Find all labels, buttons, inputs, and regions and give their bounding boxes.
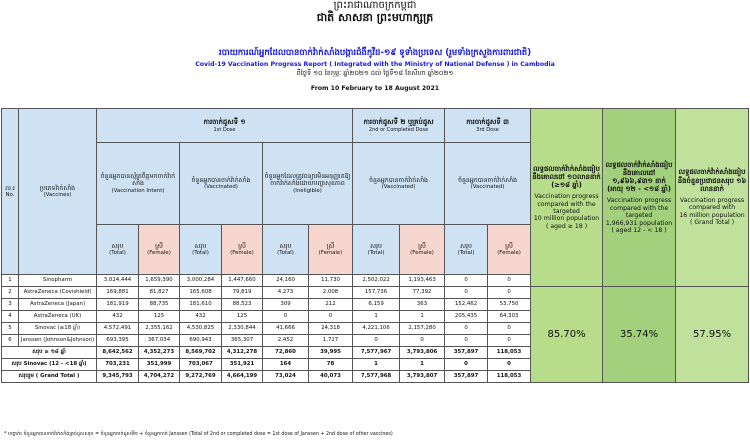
dose3-header: ការចាក់ដូសទី ៣ 3rd Dose — [445, 109, 531, 143]
cell: 1,727 — [309, 335, 353, 347]
total-subheader: សរុប (Total) — [180, 225, 222, 275]
cell: 309 — [263, 299, 309, 311]
progress-18plus-value: 85.70% — [531, 287, 603, 383]
dose2-vaccinated-header: ចំនួនអ្នកបានចាក់វ៉ាក់សាំង (Vaccinated) — [353, 143, 445, 225]
cell: 152,462 — [445, 299, 488, 311]
cell: 357,897 — [445, 347, 488, 359]
table-row-1-no: 1 — [2, 275, 19, 287]
cell: 3,000,284 — [180, 275, 222, 287]
cell: 6,159 — [353, 299, 400, 311]
cell: 2,452 — [263, 335, 309, 347]
report-header — [0, 0, 750, 93]
cell: 367,034 — [139, 335, 180, 347]
cell: 693,395 — [97, 335, 139, 347]
report-date-en: From 10 February to 18 August 2021 — [310, 85, 440, 92]
cell: 88,523 — [222, 299, 263, 311]
cell: 9,345,793 — [97, 371, 139, 383]
cell: 11,730 — [309, 275, 353, 287]
cell: 8,642,562 — [97, 347, 139, 359]
cell: 41,666 — [263, 323, 309, 335]
cell: 0 — [263, 311, 309, 323]
cell: 0 — [400, 335, 445, 347]
kingdom-heading: ព្រះរាជាណាចក្រកម្ពុជា — [333, 0, 417, 11]
cell: 0 — [488, 335, 531, 347]
cell: 690,943 — [180, 335, 222, 347]
vaccination-table — [1, 108, 749, 383]
cell: 0 — [353, 335, 400, 347]
cell: 125 — [139, 311, 180, 323]
female-subheader: ស្រី (Female) — [400, 225, 445, 275]
cell: 1 — [353, 311, 400, 323]
cell: 169,881 — [97, 287, 139, 299]
cell: 351,921 — [222, 359, 263, 371]
cell: 9,272,769 — [180, 371, 222, 383]
row-no: 3 — [2, 299, 19, 311]
cell: 3,793,807 — [400, 371, 445, 383]
report-title-kh: របាយការណ៍អ្នកដែលបានចាក់វ៉ាក់សាំងបង្ការជំងឺកូវីដ-១៩ ទូទាំងប្រទេស (រួមទាំងក្រសួងការពារជាតិ) — [218, 48, 532, 58]
cell: 432 — [180, 311, 222, 323]
cell: 164 — [263, 359, 309, 371]
cell: 703,231 — [97, 359, 139, 371]
cell: 2,330,844 — [222, 323, 263, 335]
cell: 1 — [400, 311, 445, 323]
cell: 1,193,463 — [400, 275, 445, 287]
cell: 8,569,702 — [180, 347, 222, 359]
cell: 1 — [353, 359, 400, 371]
cell: 2,355,162 — [139, 323, 180, 335]
cell: 4,572,491 — [97, 323, 139, 335]
cell: 0 — [445, 275, 488, 287]
progress-grand-value: 57.95% — [676, 287, 749, 383]
female-subheader: ស្រី (Female) — [139, 225, 180, 275]
cell: 2,008 — [309, 287, 353, 299]
cell: 1,447,660 — [222, 275, 263, 287]
cell: 39,995 — [309, 347, 353, 359]
progress-12to18-value: 35.74% — [603, 287, 676, 383]
cell: 157,736 — [353, 287, 400, 299]
row-no: 6 — [2, 335, 19, 347]
cell: 432 — [97, 311, 139, 323]
cell: 1,659,390 — [139, 275, 180, 287]
col-no-header: ល.រ No. — [2, 109, 19, 275]
cell: 703,067 — [180, 359, 222, 371]
cell: 181,919 — [97, 299, 139, 311]
vaccine-name: Sinovac (≥18 ឆ្នាំ) — [19, 323, 97, 335]
progress-12to18-header: លទ្ធផលចាក់វ៉ាក់សាំងធៀបនឹងគោលដៅ ១,៩៦៦,៩៣១ នាក់ (អាយុ ១២ - <១៨ ឆ្នាំ) Vaccination progress compared with the targeted 1,966,931 population ( aged 12 - < 18 ) — [603, 109, 676, 287]
total-subheader: សរុប (Total) — [353, 225, 400, 275]
cell: 4,704,272 — [139, 371, 180, 383]
progress-18plus-header: លទ្ធផលចាក់វ៉ាក់សាំងធៀបនឹងគោលដៅ ១០លាននាក់ (≥១៨ ឆ្នាំ) Vaccination progress compared with the targeted 10 million population ( aged ≥ 18 ) — [531, 109, 603, 287]
progress-grand-header: លទ្ធផលចាក់វ៉ាក់សាំងធៀបនឹងចំនួនប្រជាជនសរុប ១៦ លាននាក់ Vaccination progress compared with 16 million population ( Grand Total ) — [676, 109, 749, 287]
female-subheader: ស្រី (Female) — [488, 225, 531, 275]
cell: 205,435 — [445, 311, 488, 323]
female-subheader: ស្រី (Female) — [222, 225, 263, 275]
cell: 78 — [309, 359, 353, 371]
cell: 357,897 — [445, 371, 488, 383]
dose1-header: ការចាក់ដូសទី ១ 1st Dose — [97, 109, 353, 143]
row-no: 4 — [2, 311, 19, 323]
sum-18plus-label: សរុប ≥ ១៨ ឆ្នាំ — [2, 347, 97, 359]
cell: 212 — [309, 299, 353, 311]
cell: 0 — [488, 287, 531, 299]
cell: 4,273 — [263, 287, 309, 299]
cell: 0 — [445, 323, 488, 335]
cell: 4,664,199 — [222, 371, 263, 383]
cell: 0 — [445, 359, 488, 371]
cell: 125 — [222, 311, 263, 323]
cell: 88,735 — [139, 299, 180, 311]
cell: 2,502,022 — [353, 275, 400, 287]
cell: 4,530,825 — [180, 323, 222, 335]
cell: 2,157,280 — [400, 323, 445, 335]
vaccine-name: AstraZeneca (UK) — [19, 311, 97, 323]
ineligible-header: ចំនួនអ្នកដែលត្រូវពន្យារមិនអនុញ្ញាតឱ្យចាក់វ៉ាក់សាំងដោយបញ្ហាសុខភាព (Ineligible) — [263, 143, 353, 225]
cell: 351,999 — [139, 359, 180, 371]
cell: 4,312,278 — [222, 347, 263, 359]
cell: 4,221,106 — [353, 323, 400, 335]
total-subheader: សរុប (Total) — [445, 225, 488, 275]
cell: 7,577,967 — [353, 347, 400, 359]
cell: 3,024,444 — [97, 275, 139, 287]
cell: 365,307 — [222, 335, 263, 347]
cell: 0 — [488, 359, 531, 371]
cell: 7,577,968 — [353, 371, 400, 383]
vaccine-name: AstraZeneca (Japan) — [19, 299, 97, 311]
vaccinated-header: ចំនួនអ្នកបានចាក់វ៉ាក់សាំង (Vaccinated) — [180, 143, 263, 225]
cell: 24,318 — [309, 323, 353, 335]
female-subheader: ស្រី (Female) — [309, 225, 353, 275]
grand-total-label: សរុបរួម ( Grand Total ) — [2, 371, 97, 383]
cell: 64,303 — [488, 311, 531, 323]
sum-12to18-label: សរុប Sinovac (12 - <18 ឆ្នាំ) — [2, 359, 97, 371]
cell: 4,352,273 — [139, 347, 180, 359]
cell: 165,608 — [180, 287, 222, 299]
row-no: 5 — [2, 323, 19, 335]
cell: 181,610 — [180, 299, 222, 311]
cell: 72,860 — [263, 347, 309, 359]
cell: 118,053 — [488, 371, 531, 383]
cell: 363 — [400, 299, 445, 311]
total-subheader: សរុប (Total) — [97, 225, 139, 275]
cell: 81,827 — [139, 287, 180, 299]
dose3-vaccinated-header: ចំនួនអ្នកបានចាក់វ៉ាក់សាំង (Vaccinated) — [445, 143, 531, 225]
cell: 0 — [445, 335, 488, 347]
vaccine-name: AstraZeneca (Covishield) — [19, 287, 97, 299]
cell: 53,750 — [488, 299, 531, 311]
total-subheader: សរុប (Total) — [263, 225, 309, 275]
cell: 24,160 — [263, 275, 309, 287]
cell: 77,392 — [400, 287, 445, 299]
dose2-header: ការចាក់ដូសទី ២ ឬគ្រប់ដូស 2nd or Completed Dose — [353, 109, 445, 143]
report-date-kh: ពីថ្ងៃទី ១០ ខែកុម្ភៈ ឆ្នាំ២០២១ ដល់ ថ្ងៃទី១៨ ខែសីហា ឆ្នាំ២០២១ — [296, 69, 454, 77]
cell: 0 — [445, 287, 488, 299]
cell: 79,819 — [222, 287, 263, 299]
cell: 73,024 — [263, 371, 309, 383]
col-vaccine-header: ប្រភេទវ៉ាក់សាំង (Vaccines) — [19, 109, 97, 275]
cell: 0 — [488, 275, 531, 287]
cell: 1 — [400, 359, 445, 371]
vaccine-name: Sinopharm — [19, 275, 97, 287]
footnote: * បញ្ជាក់៖ ចំនួនអ្នកបានចាក់វ៉ាក់សាំងគ្រប់ដូសសរុប = ចំនួនអ្នកចាក់ដូសទី២ + ចំនួនអ្នកចាក់ Janssen (Total of 2nd or completed dose = 1st dose of Janssen + 2nd dose of other vaccines) — [4, 432, 393, 437]
row-no: 2 — [2, 287, 19, 299]
cell: 3,793,806 — [400, 347, 445, 359]
intent-header: ចំនួនអ្នកបានស្ម័គ្រចិត្តមកចាក់វ៉ាក់សាំង (Vaccination Intent) — [97, 143, 180, 225]
cell: 0 — [309, 311, 353, 323]
cell: 118,053 — [488, 347, 531, 359]
cell: 40,073 — [309, 371, 353, 383]
vaccine-name: Janssen (Johnson&Johnson) — [19, 335, 97, 347]
cell: 0 — [488, 323, 531, 335]
report-title-en: Covid-19 Vaccination Progress Report ( Integrated with the Ministry of National Defense ) in Cambodia — [195, 61, 555, 68]
national-motto: ជាតិ សាសនា ព្រះមហាក្សត្រ — [316, 11, 434, 24]
